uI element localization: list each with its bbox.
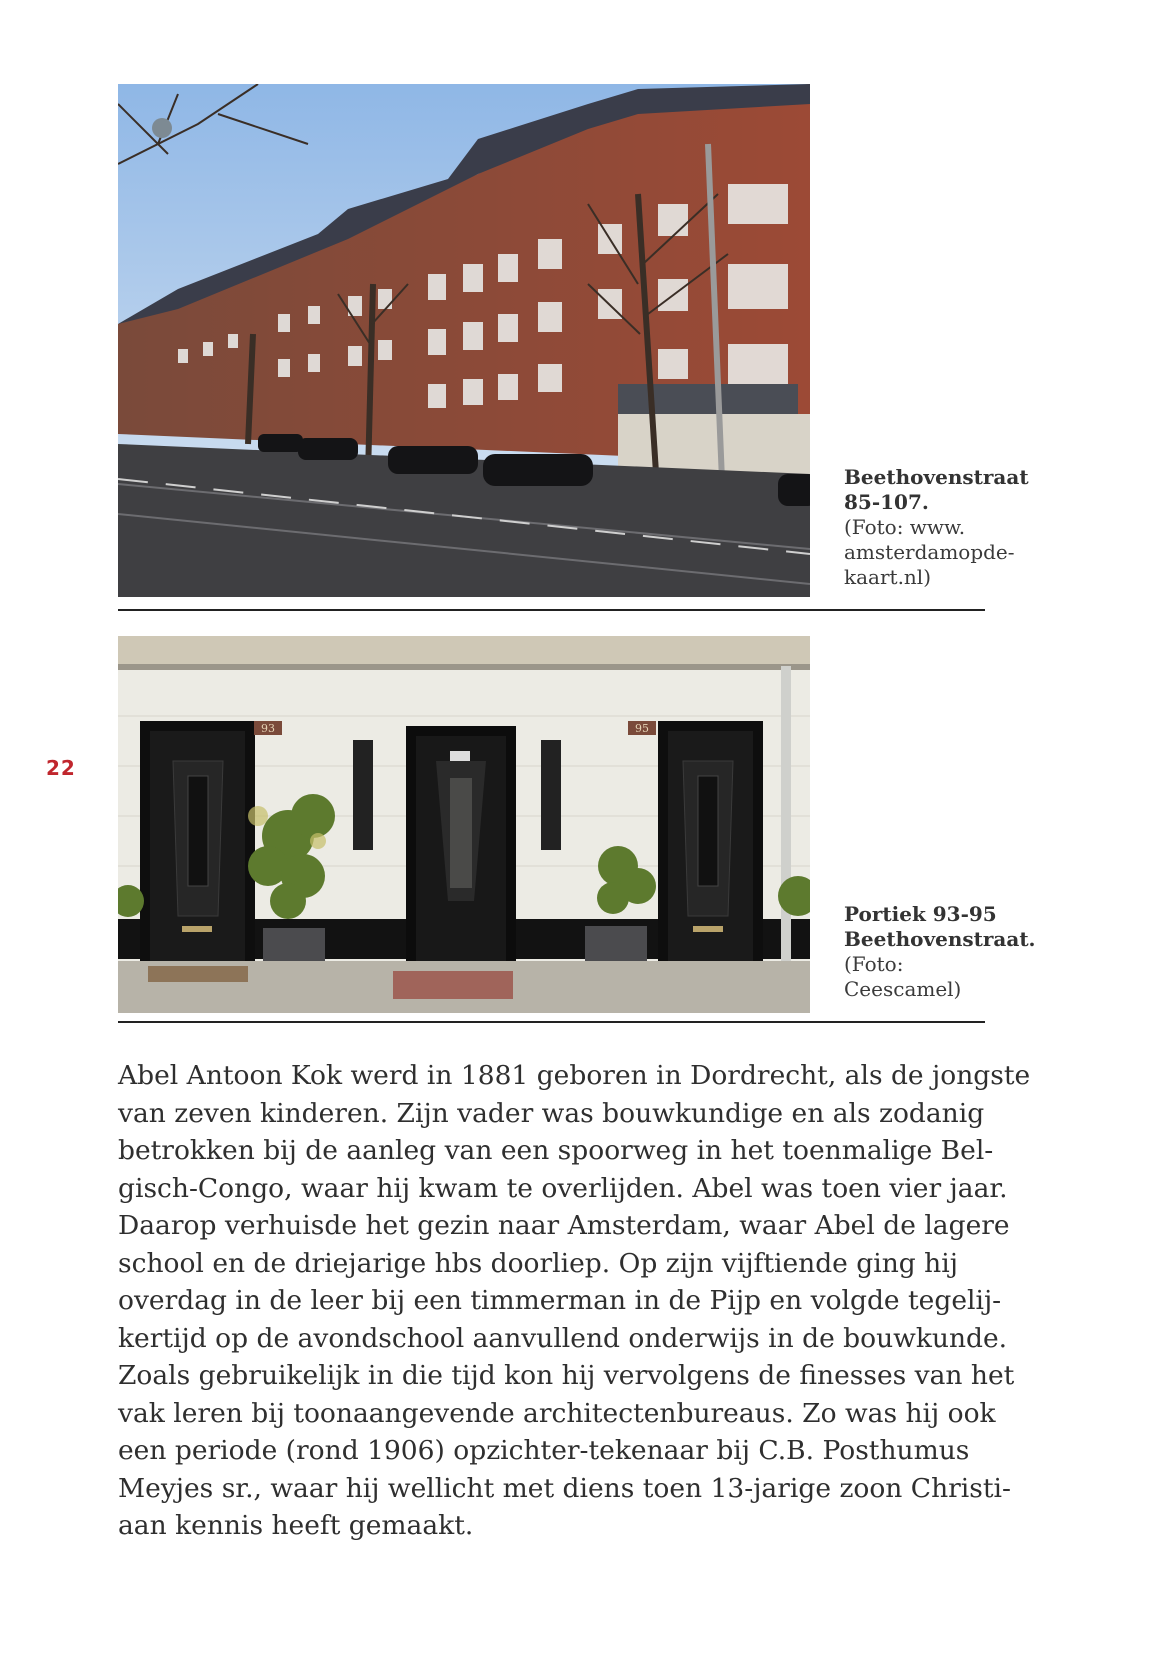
caption-title-line: 85-107. — [844, 490, 929, 514]
divider-rule — [118, 609, 985, 611]
body-line: Daarop verhuisde het gezin naar Amsterdam, waar Abel de lagere — [118, 1210, 1010, 1241]
body-line: school en de driejarige hbs doorliep. Op zijn vijftiende ging hij — [118, 1247, 958, 1279]
body-line: gisch-Congo, waar hij kwam te overlijden. Abel was toen vier jaar. — [118, 1172, 1008, 1204]
photo-beethovenstraat-street — [118, 84, 810, 597]
body-line: betrokken bij de aanleg van een spoorweg in het toenmalige Bel- — [118, 1135, 994, 1166]
photo-portiek-doors — [118, 636, 810, 1013]
body-line: Meyjes sr., waar hij wellicht met diens toen 13-jarige zoon Christi- — [118, 1472, 1011, 1504]
caption-source-line: amsterdamopde- — [844, 540, 1015, 564]
door-number-93: 93 — [261, 722, 275, 735]
body-line: kertijd op de avondschool aanvullend onderwijs in de bouwkunde. — [118, 1322, 1008, 1354]
body-line: van zeven kinderen. Zijn vader was bouwkundige en als zodanig — [118, 1097, 985, 1129]
body-line: overdag in de leer bij een timmerman in de Pijp en volgde tegelij- — [118, 1285, 1002, 1316]
body-line: Zoals gebruikelijk in die tijd kon hij vervolgens de finesses van het — [118, 1360, 1015, 1391]
body-line: vak leren bij toonaangevende architectenbureaus. Zo was hij ook — [118, 1397, 996, 1429]
caption-source-line: (Foto: www. — [844, 515, 966, 539]
page-number: 22 — [46, 756, 76, 780]
figure-caption-2 — [844, 902, 1044, 1002]
caption-source-line: Ceescamel) — [844, 977, 962, 1001]
body-paragraph — [118, 1057, 1031, 1545]
body-line: een periode (rond 1906) opzichter-tekenaar bij C.B. Posthumus — [118, 1435, 970, 1466]
door-number-95: 95 — [635, 722, 649, 735]
caption-title-line: Beethovenstraat — [844, 465, 1029, 489]
caption-source-line: (Foto: — [844, 952, 904, 976]
figure-caption-1 — [844, 465, 1044, 590]
caption-title-line: Beethovenstraat. — [844, 927, 1036, 951]
divider-rule — [118, 1021, 985, 1023]
caption-title-line: Portiek 93-95 — [844, 902, 997, 926]
body-line: Abel Antoon Kok werd in 1881 geboren in Dordrecht, als de jongste — [118, 1060, 1031, 1091]
caption-source-line: kaart.nl) — [844, 565, 932, 589]
body-line: aan kennis heeft gemaakt. — [118, 1510, 474, 1541]
